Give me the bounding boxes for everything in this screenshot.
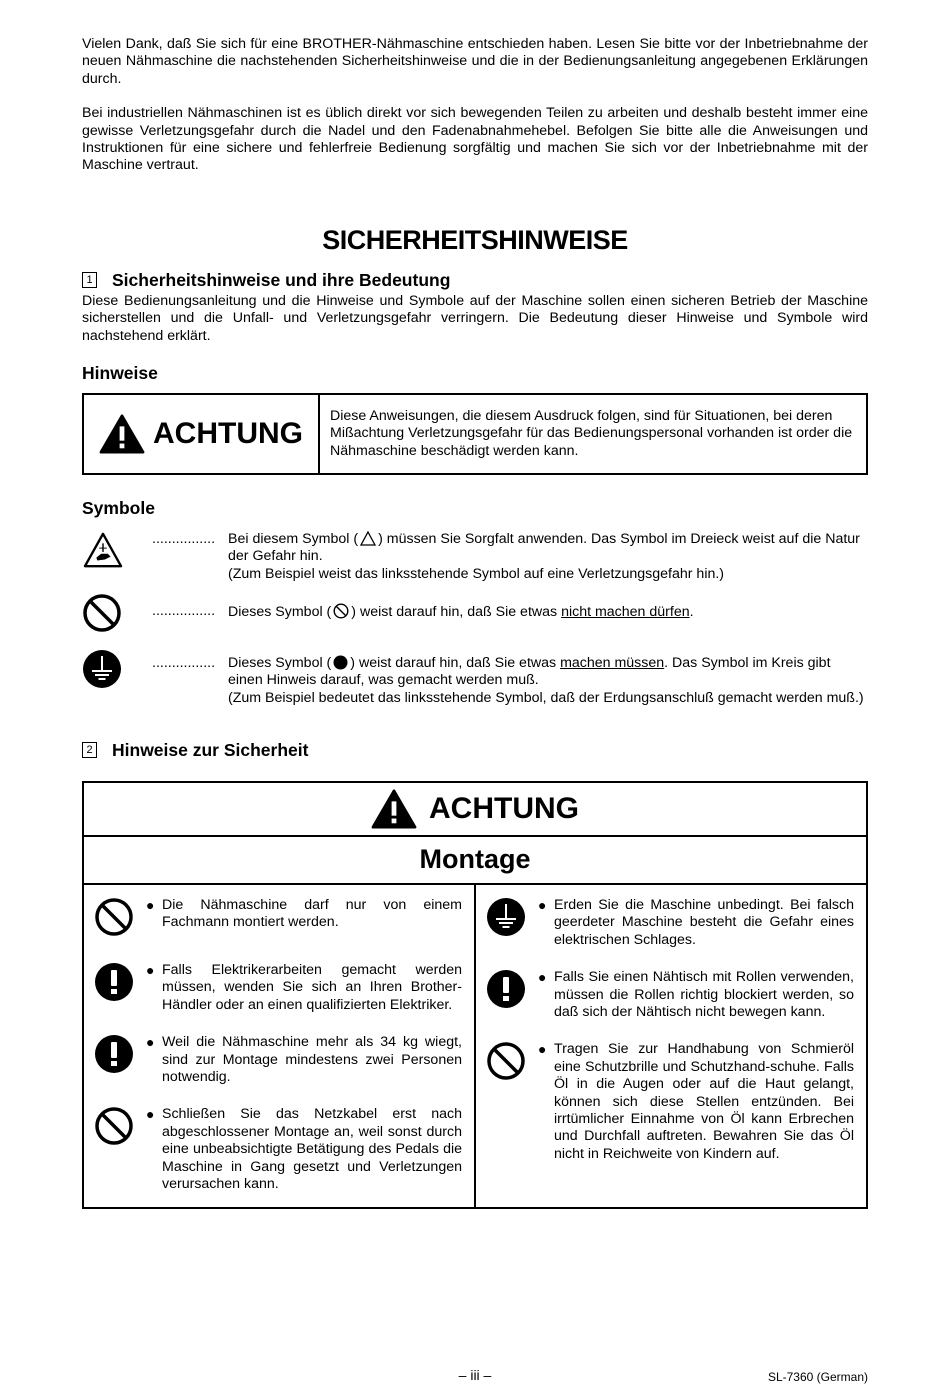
- bullet: ●: [146, 961, 155, 978]
- prohibition-icon: [82, 593, 122, 633]
- hinweis-text: Diese Anweisungen, die diesem Ausdruck folgen, sind für Situationen, bei deren Mißachtung Verletzungsgefahr für das Bedienungspersonal vorhanden ist order die Nähmaschine beschädigt werden kann.: [330, 407, 853, 459]
- filled-circle-icon: [333, 655, 348, 670]
- hinweis-box: [82, 393, 868, 475]
- leader-dots: ................: [152, 654, 216, 671]
- exclamation-icon: [94, 1034, 134, 1074]
- prohibition-icon: [94, 897, 134, 937]
- warning-item: [94, 962, 462, 1014]
- warning-triangle-icon: [371, 789, 417, 829]
- prohibition-icon: [94, 1106, 134, 1146]
- warning-column-left: [84, 885, 474, 1207]
- intro-paragraph-1: Vielen Dank, daß Sie sich für eine BROTHER-Nähmaschine entschieden haben. Lesen Sie bitte vor der Inbetriebnahme der neuen Nähmaschine die nachstehenden Sicherheitshinweise und die in der Bedienungsanleitung angegebenen Erklärungen durch.: [82, 36, 868, 87]
- symbol-caution-text: Bei diesem Symbol ( ) müssen Sie Sorgfalt anwenden. Das Symbol im Dreieck weist auf die Natur der Gefahr hin. (Zum Beispiel weist das linksstehende Symbol auf eine Verletzungsgefahr hin.): [228, 531, 860, 582]
- intro-paragraph-2: Bei industriellen Nähmaschinen ist es üblich direkt vor sich bewegenden Teilen zu arbeiten und deshalb besteht immer eine gewisse Verletzungsgefahr durch die Nadel und den Fadenabnahmehebel. Befolgen Sie bitte alle die Anweisungen und Instruktionen für eine sichere und fehlerfreie Bedienung sorgfältig und machen Sie sich vor der Inbetriebnahme mit der Maschine vertraut.: [82, 105, 868, 174]
- warning-item-text: Weil die Nähmaschine mehr als 34 kg wiegt, sind zur Montage mindestens zwei Personen notwendig.: [162, 1034, 462, 1085]
- section-1-text: Diese Bedienungsanleitung und die Hinweise und Symbole auf der Maschine sollen einen sicheren Betrieb der Maschine sicherstellen und die Unfall- und Verletzungsgefahr verringern. Die Bedeutung dieser Hinweise und Symbole wird nachstehend erklärt.: [82, 292, 868, 344]
- warning-columns: [84, 885, 866, 1207]
- warning-header: [84, 783, 866, 837]
- section-number: 1: [82, 272, 97, 288]
- symbole-heading: Symbole: [82, 498, 155, 519]
- bullet: ●: [538, 896, 547, 913]
- achtung-label: ACHTUNG: [153, 417, 303, 451]
- warning-item: [94, 1034, 462, 1086]
- symbol-row-caution: [82, 531, 868, 583]
- symbol-row-mandatory: [82, 649, 868, 707]
- leader-dots: ................: [152, 531, 216, 548]
- symbol-mandatory-text: Dieses Symbol ( ) weist darauf hin, daß Sie etwas machen müssen. Das Symbol im Kreis gibt einen Hinweis darauf, was gemacht werden muß. (Zum Beispiel bedeutet das linksstehende Symbol, daß der Erdungsanschluß gemacht werden muß.): [228, 654, 864, 706]
- warning-item: [486, 897, 854, 949]
- ground-icon: [486, 897, 526, 937]
- section-number: 2: [82, 742, 97, 758]
- hinweis-label-cell: [84, 395, 320, 473]
- section-2-heading: [82, 740, 868, 761]
- warning-item-text: Falls Elektrikerarbeiten gemacht werden müssen, wenden Sie sich an Ihren Brother-Händler oder an einen qualifizierten Elektriker.: [162, 961, 462, 1013]
- exclamation-icon: [94, 962, 134, 1002]
- leader-dots: ................: [152, 603, 216, 620]
- symbol-prohibition-text: Dieses Symbol ( ) weist darauf hin, daß Sie etwas nicht machen dürfen.: [228, 604, 694, 621]
- warning-item-text: Tragen Sie zur Handhabung von Schmieröl eine Schutzbrille und Schutzhand-schuhe. Falls Öl in die Augen oder auf die Haut gelangt, können sich diese Stellen entzünden. Bei irrtümlicher Einnahme von Öl kann Erbrechen und Durchfall auftreten. Bewahren Sie das Öl nicht in Reichweite von Kindern auf.: [554, 1041, 854, 1162]
- prohibition-small-icon: [333, 603, 349, 619]
- ground-icon: [82, 649, 122, 689]
- warning-item-text: Die Nähmaschine darf nur von einem Fachmann montiert werden.: [162, 896, 462, 931]
- page: [82, 36, 868, 1209]
- exclamation-icon: [486, 969, 526, 1009]
- warning-item-text: Schließen Sie das Netzkabel erst nach abgeschlossener Montage an, weil sonst durch eine unbeabsichtigte Betätigung des Pedals die Maschine in Gang gesetzt und Verletzungen verursachen kann.: [162, 1106, 462, 1192]
- bullet: ●: [538, 1041, 547, 1058]
- warning-item-text: Erden Sie die Maschine unbedingt. Bei falsch geerdeter Maschine besteht die Gefahr eines elektrischen Schlages.: [554, 896, 854, 948]
- bullet: ●: [146, 1034, 155, 1051]
- montage-heading: Montage: [84, 837, 866, 885]
- hand-hazard-icon: [82, 531, 124, 569]
- document-id: SL-7360 (German): [767, 1370, 868, 1384]
- section-title: Hinweise zur Sicherheit: [112, 739, 309, 760]
- warning-item: [486, 1041, 854, 1163]
- page-number: – iii –: [458, 1367, 492, 1383]
- bullet: ●: [538, 969, 547, 986]
- achtung-label: ACHTUNG: [429, 791, 579, 825]
- prohibition-icon: [486, 1041, 526, 1081]
- bullet: ●: [146, 1106, 155, 1123]
- bullet: ●: [146, 896, 155, 913]
- triangle-outline-icon: [360, 531, 376, 546]
- warning-column-right: [474, 885, 866, 1207]
- section-1-heading: [82, 270, 868, 291]
- warning-item: [486, 969, 854, 1021]
- symbol-row-prohibition: [82, 593, 868, 638]
- page-title: SICHERHEITSHINWEISE: [322, 224, 628, 255]
- warning-item: [94, 1106, 462, 1193]
- section-title: Sicherheitshinweise und ihre Bedeutung: [112, 269, 451, 290]
- warning-item: [94, 897, 462, 942]
- hinweise-heading: Hinweise: [82, 363, 158, 384]
- warning-triangle-icon: [99, 414, 145, 454]
- warning-item-text: Falls Sie einen Nähtisch mit Rollen verwenden, müssen die Rollen richtig blockiert werden, so daß sich der Nähtisch nicht bewegen kann.: [554, 969, 854, 1020]
- warning-box: [82, 781, 868, 1209]
